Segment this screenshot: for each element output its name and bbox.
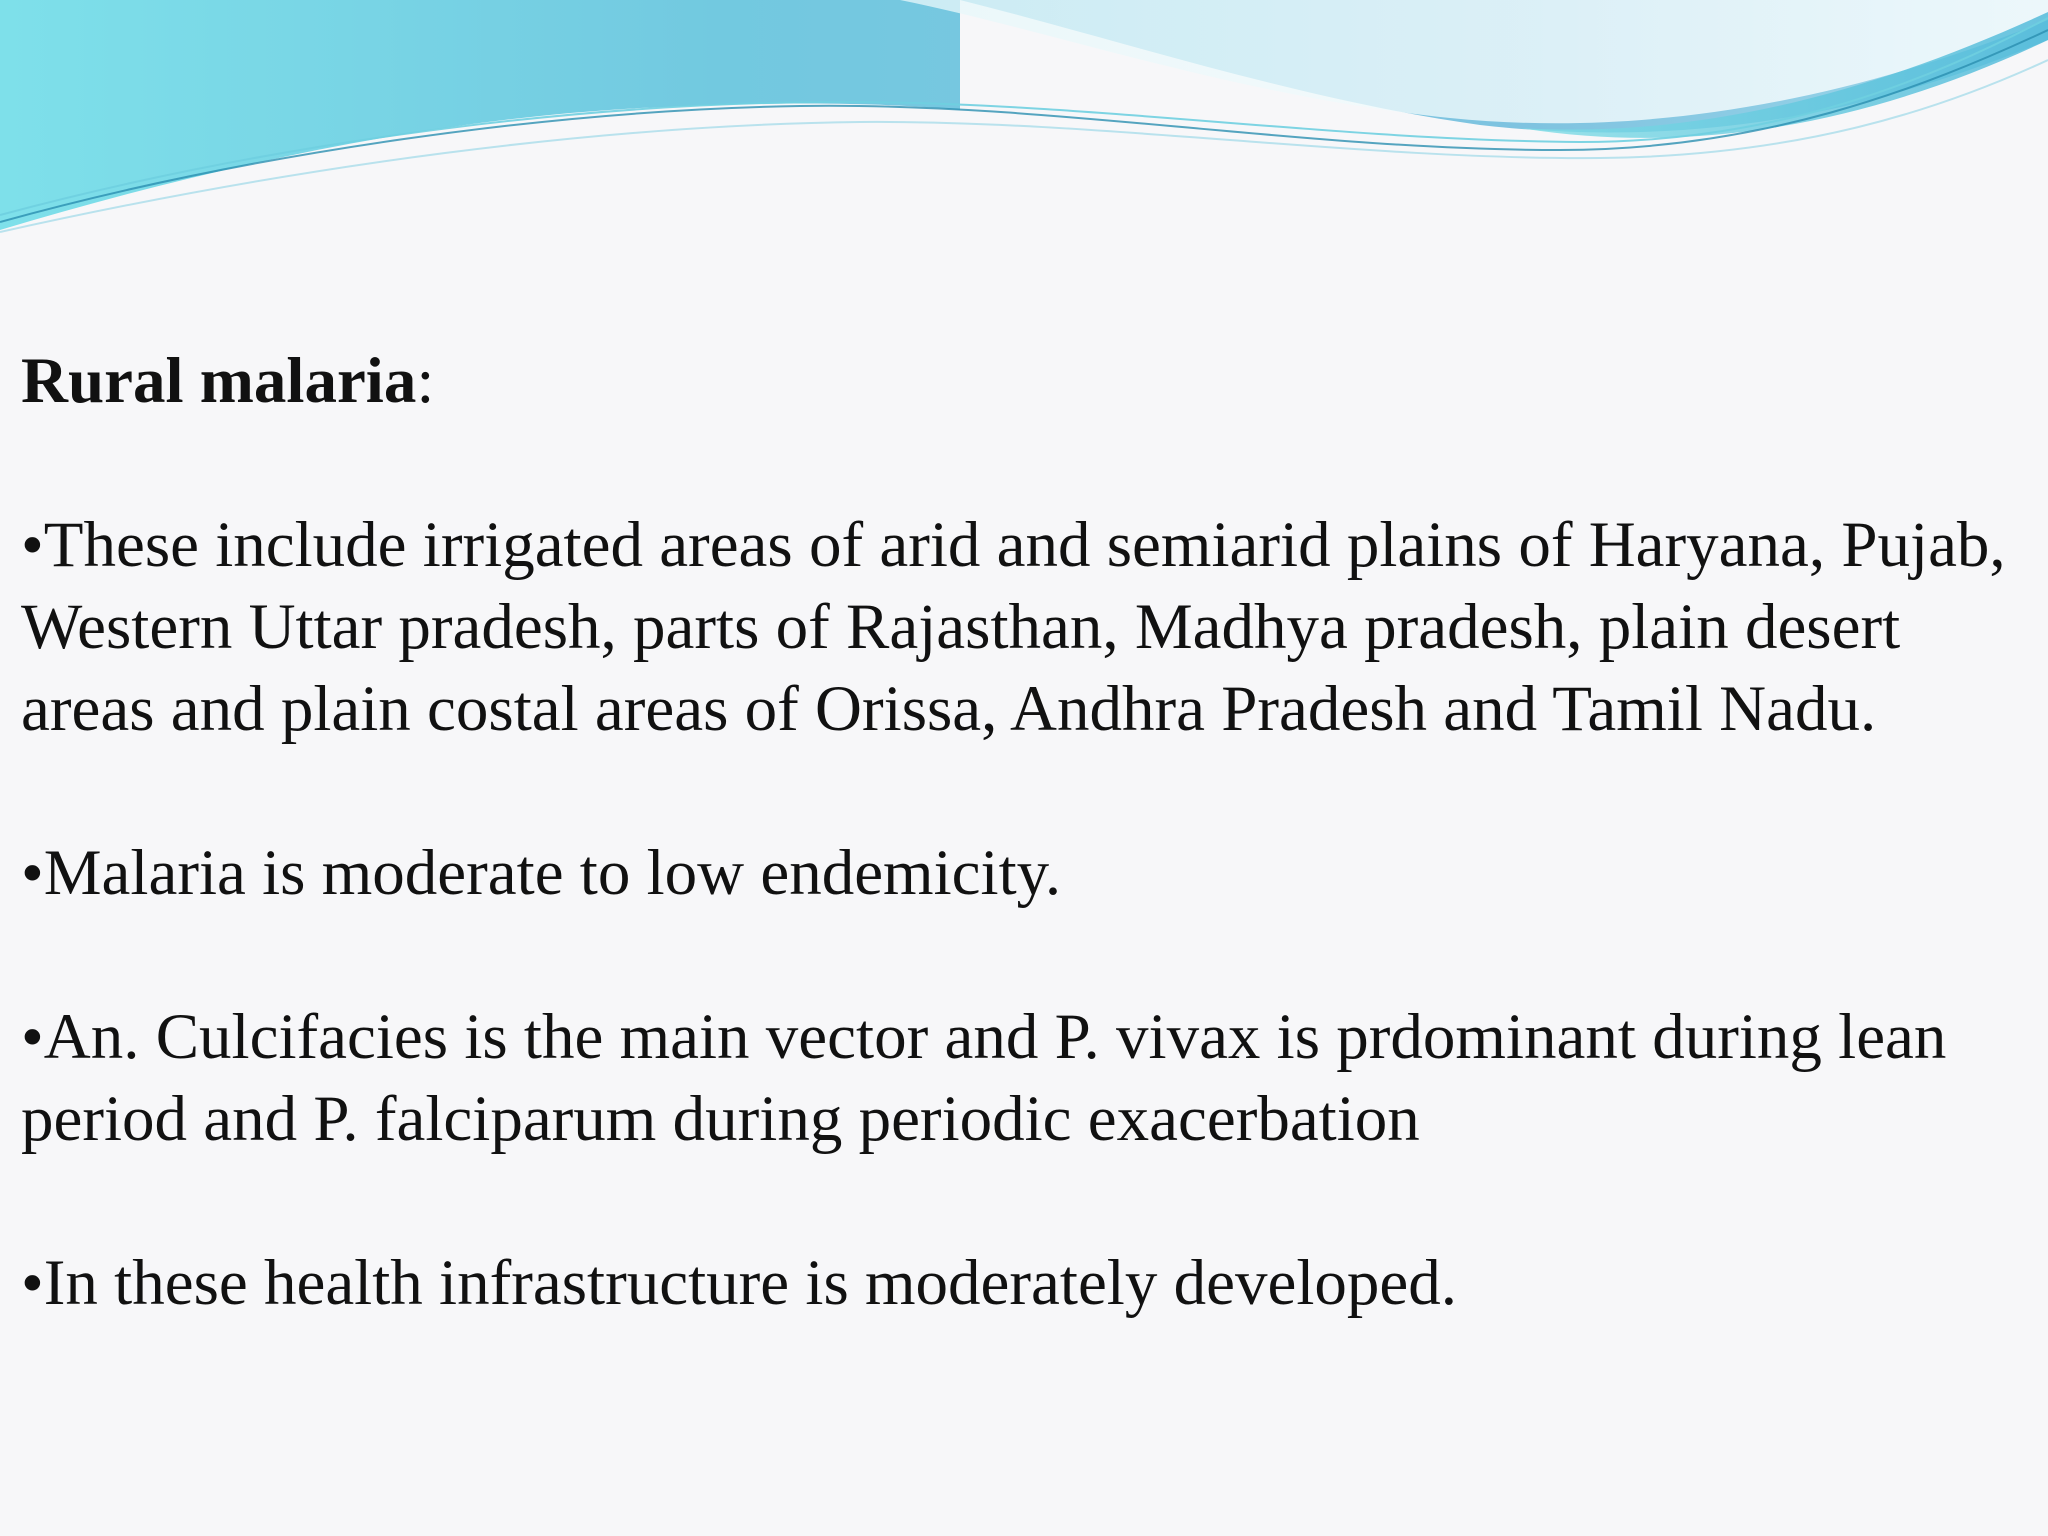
bullet-item-infrastructure	[21, 1242, 2021, 1324]
bullet-item-endemicity	[21, 832, 2021, 914]
bullet-text: In these health infrastructure is moderately developed.	[43, 1247, 1457, 1319]
decorative-wave-banner	[0, 0, 2048, 240]
spacer	[21, 422, 2021, 504]
slide-content	[21, 340, 2021, 1324]
bullet-item-vector	[21, 996, 2021, 1160]
spacer	[21, 914, 2021, 996]
bullet-marker: •	[21, 1247, 44, 1319]
bullet-marker: •	[21, 1001, 44, 1073]
bullet-text: These include irrigated areas of arid and semiarid plains of Haryana, Pujab, Western Uttar pradesh, parts of Rajasthan, Madhya pradesh, plain desert areas and plain costal areas of Orissa, Andhra Pradesh and Tamil Nadu.	[21, 509, 2006, 745]
spacer	[21, 750, 2021, 832]
heading-colon: :	[416, 345, 435, 417]
bullet-text: Malaria is moderate to low endemicity.	[43, 837, 1062, 909]
bullet-text: An. Culcifacies is the main vector and P. vivax is prdominant during lean period and P. falciparum during periodic exacerbation	[21, 1001, 1947, 1155]
heading-bold-text: Rural malaria	[21, 345, 417, 417]
bullet-item-regions	[21, 504, 2021, 750]
spacer	[21, 1160, 2021, 1242]
slide-heading	[21, 340, 2021, 422]
bullet-marker: •	[21, 509, 44, 581]
bullet-marker: •	[21, 837, 44, 909]
